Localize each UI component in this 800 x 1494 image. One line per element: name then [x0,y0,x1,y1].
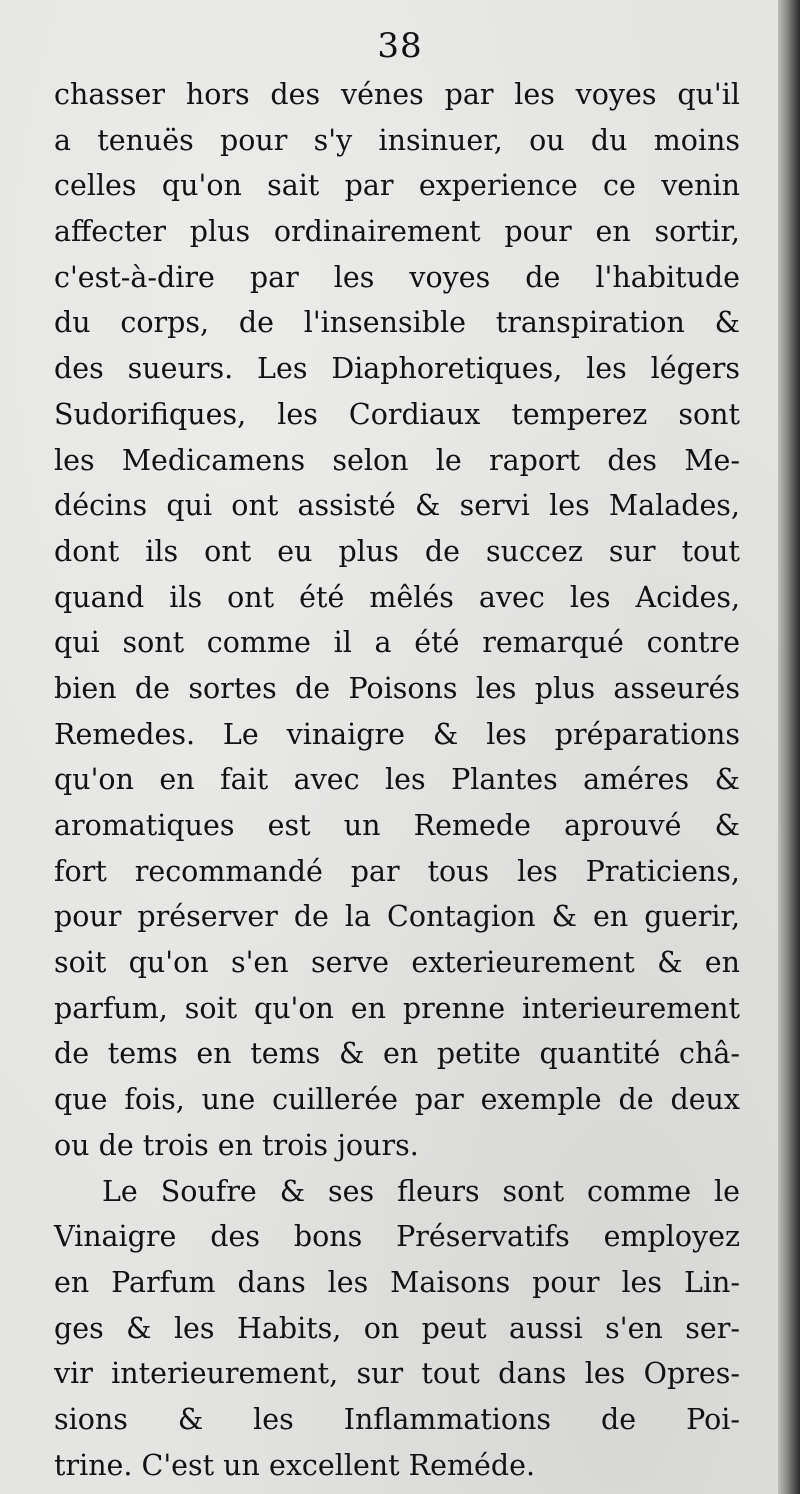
text-line: sions & les Inflammations de Poi- [54,1402,740,1436]
text-line: chasser hors des vénes par les voyes qu'il [54,78,740,111]
text-line: bien de sortes de Poisons les plus asseurés [54,671,740,705]
text-line: parfum, soit qu'on en prenne interieurement [54,991,740,1025]
text-line: qui sont comme il a été remarqué contre [54,626,740,660]
text-line: Le Soufre & ses fleurs sont comme le [102,1174,740,1208]
body-text [54,72,740,1488]
text-line: qu'on en fait avec les Plantes améres & [54,763,740,797]
text-line: des sueurs. Les Diaphoretiques, les légers [54,352,740,386]
text-line: affecter plus ordinairement pour en sortir, [54,215,740,249]
book-gutter-shadow [778,0,800,1494]
text-line: vir interieurement, sur tout dans les Opres- [54,1357,740,1391]
text-line: aromatiques est un Remede aprouvé & [54,809,740,842]
text-line: quand ils ont été mêlés avec les Acides, [54,580,740,614]
text-line: les Medicamens selon le raport des Me- [54,443,740,477]
page-number: 38 [377,26,423,66]
text-line: que fois, une cuillerée par exemple de deux [54,1083,740,1117]
text-line: en Parfum dans les Maisons pour les Lin- [54,1265,740,1299]
text-line: Sudorifiques, les Cordiaux temperez sont [54,397,740,431]
text-line: c'est-à-dire par les voyes de l'habitude [54,260,740,294]
text-line: pour préserver de la Contagion & en guerir, [54,900,740,934]
text-line: ges & les Habits, on peut aussi s'en ser- [54,1311,740,1345]
text-line: du corps, de l'insensible transpiration & [54,306,740,340]
text-line: a tenuës pour s'y insinuer, ou du moins [54,123,740,157]
text-line: Vinaigre des bons Préservatifs employez [54,1220,740,1254]
text-line: décins qui ont assisté & servi les Malades, [54,489,740,523]
text-line: dont ils ont eu plus de succez sur tout [54,534,740,568]
text-line: fort recommandé par tous les Praticiens, [54,854,740,888]
text-line: soit qu'on s'en serve exterieurement & en [54,946,740,980]
text-line: ou de trois en trois jours. [54,1128,419,1162]
text-line: de tems en tems & en petite quantité châ- [54,1037,740,1071]
text-line: trine. C'est un excellent Reméde. [54,1448,536,1482]
text-line: Remedes. Le vinaigre & les préparations [54,717,740,751]
text-line: celles qu'on sait par experience ce venin [54,169,740,203]
